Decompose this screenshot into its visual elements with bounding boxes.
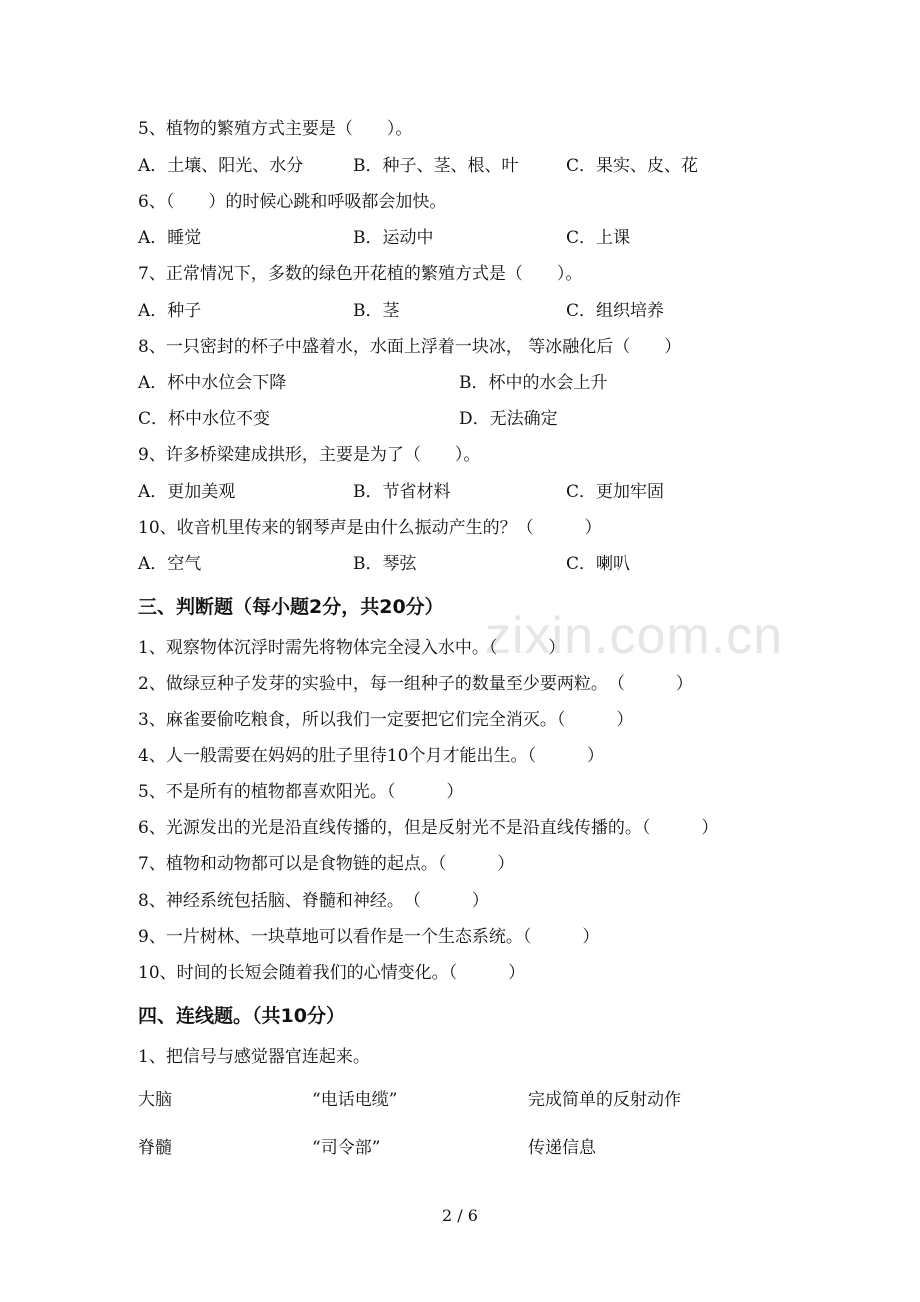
mc-option: B．茎: [353, 301, 400, 321]
tf-item: 5、不是所有的植物都喜欢阳光。（ ）: [138, 782, 464, 802]
matching-cell: 大脑: [138, 1090, 172, 1110]
mc-option: A．更加美观: [138, 482, 236, 502]
mc-option: C．喇叭: [566, 554, 631, 574]
mc-question-9: 9、许多桥梁建成拱形，主要是为了（ ）。: [138, 445, 481, 465]
mc-option: B．种子、茎、根、叶: [353, 156, 519, 176]
section-heading-judgment: 三、判断题（每小题2分，共20分）: [138, 596, 444, 618]
mc-question-10: 10、收音机里传来的钢琴声是由什么振动产生的？（ ）: [138, 518, 602, 538]
tf-item: 7、植物和动物都可以是食物链的起点。（ ）: [138, 854, 515, 874]
tf-item: 4、人一般需要在妈妈的肚子里待10个月才能出生。（ ）: [138, 746, 604, 766]
mc-option: C．组织培养: [566, 301, 665, 321]
mc-question-8: 8、一只密封的杯子中盛着水，水面上浮着一块冰， 等冰融化后（ ）: [138, 337, 682, 357]
tf-item: 10、时间的长短会随着我们的心情变化。（ ）: [138, 963, 526, 983]
mc-option: B．杯中的水会上升: [459, 373, 608, 393]
matching-cell: 传递信息: [528, 1138, 596, 1158]
matching-cell: 完成简单的反射动作: [528, 1090, 681, 1110]
matching-cell: 脊髓: [138, 1138, 172, 1158]
mc-option: A．杯中水位会下降: [138, 373, 287, 393]
mc-question-7: 7、正常情况下，多数的绿色开花植的繁殖方式是（ ）。: [138, 264, 583, 284]
tf-item: 6、光源发出的光是沿直线传播的，但是反射光不是沿直线传播的。（ ）: [138, 818, 719, 838]
tf-item: 1、观察物体沉浮时需先将物体完全浸入水中。（ ）: [138, 638, 566, 658]
mc-question-5: 5、植物的繁殖方式主要是（ ）。: [138, 119, 413, 139]
watermark: zixin.com.cn: [485, 607, 784, 665]
tf-item: 8、神经系统包括脑、脊髓和神经。 （ ）: [138, 891, 489, 911]
tf-item: 9、一片树林、一块草地可以看作是一个生态系统。（ ）: [138, 927, 600, 947]
mc-option: D．无法确定: [459, 409, 558, 429]
mc-option: A．睡觉: [138, 228, 202, 248]
mc-option: B．运动中: [353, 228, 434, 248]
matching-cell: “电话电缆”: [312, 1090, 398, 1110]
mc-option: C．更加牢固: [566, 482, 665, 502]
mc-option: A．土壤、阳光、水分: [138, 156, 304, 176]
mc-option: C．果实、皮、花: [566, 156, 699, 176]
matching-cell: “司令部”: [312, 1138, 381, 1158]
page-number: 2 / 6: [442, 1206, 478, 1225]
mc-option: C．杯中水位不变: [138, 409, 271, 429]
mc-option: C．上课: [566, 228, 631, 248]
section-heading-matching: 四、连线题。（共10分）: [138, 1005, 345, 1027]
mc-option: A．种子: [138, 301, 202, 321]
tf-item: 2、做绿豆种子发芽的实验中，每一组种子的数量至少要两粒。 （ ）: [138, 674, 693, 694]
mc-option: B．节省材料: [353, 482, 451, 502]
mc-option: B．琴弦: [353, 554, 417, 574]
tf-item: 3、麻雀要偷吃粮食，所以我们一定要把它们完全消灭。（ ）: [138, 710, 634, 730]
matching-prompt: 1、把信号与感觉器官连起来。: [138, 1047, 370, 1067]
mc-option: A．空气: [138, 554, 202, 574]
mc-question-6: 6、（ ）的时候心跳和呼吸都会加快。: [138, 192, 447, 212]
